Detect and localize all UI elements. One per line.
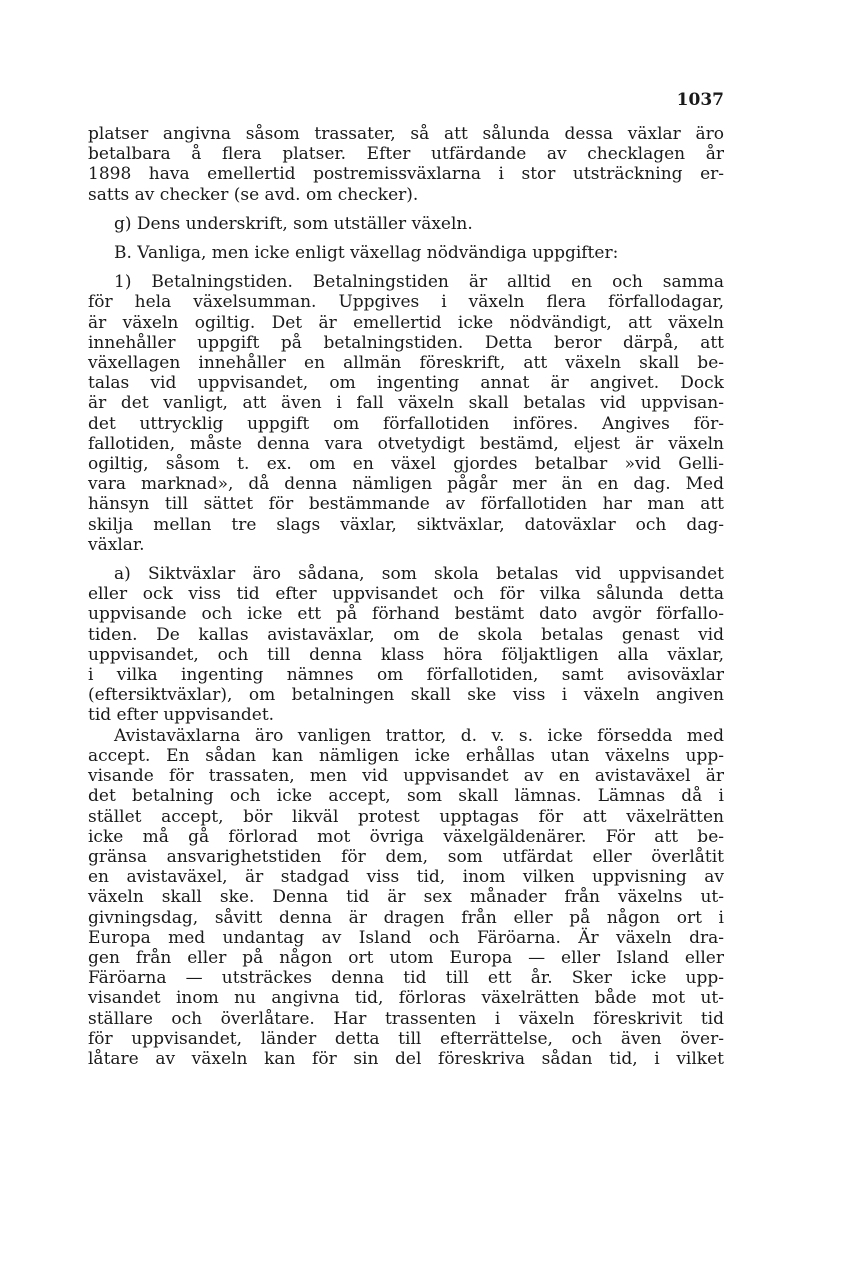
text-line: är växeln ogiltig. Det är emellertid icke nödvändigt, att växeln	[88, 312, 724, 333]
text-line: ogiltig, såsom t. ex. om en växel gjordes betalbar »vid Gelli-	[88, 454, 724, 475]
text-line: uppvisande och icke ett på förhand bestämt dato avgör förfallo-	[88, 604, 724, 625]
page-number: 1037	[676, 90, 724, 110]
text-line: gränsa ansvarighetstiden för dem, som utfärdat eller överlåtit	[88, 846, 724, 867]
text-line: visandet inom nu angivna tid, förloras växelrätten både mot ut-	[88, 988, 724, 1009]
text-line: växellagen innehåller en allmän föreskrift, att växeln skall be-	[88, 353, 724, 374]
text-line: (eftersiktväxlar), om betalningen skall ske viss i växeln angiven	[88, 685, 724, 706]
body-text	[88, 124, 724, 1069]
text-line: gen från eller på någon ort utom Europa — eller Island eller	[88, 947, 724, 968]
text-line: skilja mellan tre slags växlar, siktväxlar, datoväxlar och dag-	[88, 514, 724, 535]
text-line: stället accept, bör likväl protest upptagas för att växelrätten	[88, 806, 724, 827]
text-line: uppvisandet, och till denna klass höra följaktligen alla växlar,	[88, 644, 724, 665]
text-line: för hela växelsumman. Uppgives i växeln flera förfallodagar,	[88, 292, 724, 313]
text-line: visande för trassaten, men vid uppvisandet av en avistaväxel är	[88, 766, 724, 787]
section-heading-line: g) Dens underskrift, som utställer växeln.	[114, 213, 473, 234]
text-line: tiden. De kallas avistaväxlar, om de skola betalas genast vid	[88, 624, 724, 645]
text-line: växeln skall ske. Denna tid är sex månader från växelns ut-	[88, 887, 724, 908]
text-line: satts av checker (se avd. om checker).	[88, 184, 419, 205]
text-line: växlar.	[88, 534, 145, 555]
text-line: Europa med undantag av Island och Färöarna. Är växeln dra-	[88, 927, 724, 948]
text-line: det uttrycklig uppgift om förfallotiden införes. Angives för-	[88, 413, 724, 434]
text-line: Färöarna — utsträckes denna tid till ett år. Sker icke upp-	[88, 968, 724, 989]
text-line: för uppvisandet, länder detta till efterrättelse, och även över-	[88, 1028, 724, 1049]
paragraph-gap	[88, 263, 724, 272]
text-line: vara marknad», då denna nämligen pågår mer än en dag. Med	[88, 474, 724, 495]
text-line: a) Siktväxlar äro sådana, som skola betalas vid uppvisandet	[114, 564, 724, 585]
section-heading-line: B. Vanliga, men icke enligt växellag nödvändiga uppgifter:	[114, 243, 619, 264]
text-line: är det vanligt, att även i fall växeln skall betalas vid uppvisan-	[88, 393, 724, 414]
text-line: i vilka ingenting nämnes om förfallotiden, samt avisoväxlar	[88, 665, 724, 686]
text-line: ställare och överlåtare. Har trassenten i växeln föreskrivit tid	[88, 1008, 724, 1029]
text-line: betalbara å flera platser. Efter utfärdande av checklagen år	[88, 144, 724, 165]
text-line: icke må gå förlorad mot övriga växelgäldenärer. För att be-	[88, 826, 724, 847]
text-line: givningsdag, såvitt denna är dragen från eller på någon ort i	[88, 907, 724, 928]
text-line: det betalning och icke accept, som skall lämnas. Lämnas då i	[88, 786, 724, 807]
text-line: 1898 hava emellertid postremissväxlarna i stor utsträckning er-	[88, 164, 724, 185]
paragraph-gap	[88, 555, 724, 564]
text-line: hänsyn till sättet för bestämmande av förfallotiden har man att	[88, 494, 724, 515]
text-line: Avistaväxlarna äro vanligen trattor, d. v. s. icke försedda med	[114, 725, 724, 746]
text-line: platser angivna såsom trassater, så att sålunda dessa växlar äro	[88, 124, 724, 144]
text-line: 1) Betalningstiden. Betalningstiden är alltid en och samma	[114, 272, 724, 293]
text-line: tid efter uppvisandet.	[88, 705, 275, 726]
text-line: talas vid uppvisandet, om ingenting annat är angivet. Dock	[88, 373, 724, 394]
text-line: fallotiden, måste denna vara otvetydigt bestämd, eljest är växeln	[88, 433, 724, 454]
text-line: låtare av växeln kan för sin del föreskriva sådan tid, i vilket	[88, 1048, 724, 1069]
paragraph-gap	[88, 205, 724, 214]
text-line: innehåller uppgift på betalningstiden. Detta beror därpå, att	[88, 332, 724, 353]
text-line: eller ock viss tid efter uppvisandet och för vilka sålunda detta	[88, 584, 724, 605]
text-line: accept. En sådan kan nämligen icke erhållas utan växelns upp-	[88, 745, 724, 766]
paragraph-gap	[88, 234, 724, 243]
text-line: en avistaväxel, är stadgad viss tid, inom vilken uppvisning av	[88, 867, 724, 888]
